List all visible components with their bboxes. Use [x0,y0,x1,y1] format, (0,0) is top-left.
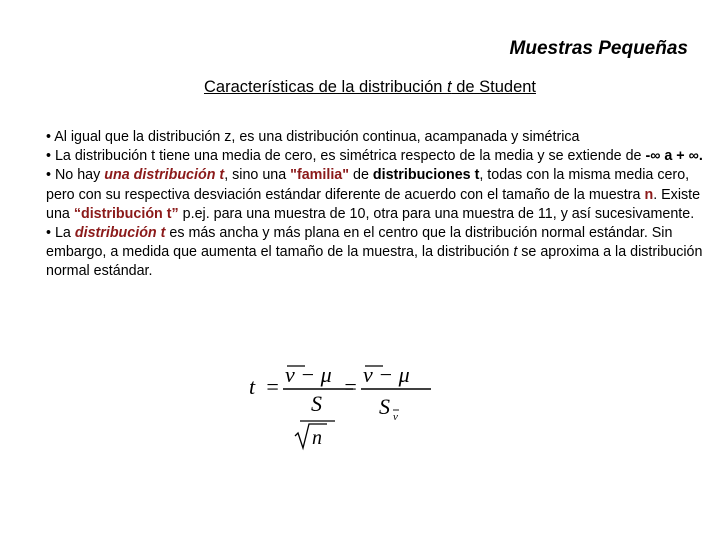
bullet-3-e: . Existe una [46,186,701,222]
bullet-2 [46,147,706,166]
formula-den-2-s: S [379,394,390,419]
bullet-3-distr: distribuciones t [372,167,480,184]
t-statistic-formula [245,358,435,454]
square-root-icon [295,424,327,448]
formula-eq-1: = [265,374,280,399]
bullet-3-c: de [349,167,373,184]
formula-den-1-s: S [311,391,322,416]
bullet-4-b: es más ancha y más plana en el centro que la distribución normal estándar. Sin embargo, a medida que aumenta el tamaño de la muestra, la distribución [46,225,673,261]
formula-eq-2: = [343,374,358,399]
bullet-3-emph: una distribución t [104,167,225,184]
bullet-2-text: • La distribución t tiene una media de cero, es simétrica respecto de la media y se extiende de [46,148,646,165]
bullet-4-emph: distribución t [74,225,166,242]
bullet-list [46,128,706,282]
bullet-3-d: , todas con la misma media cero, pero con su respectiva desviación estándar diferente de acuerdo con el tamaño de la muestra [46,167,690,203]
bullet-3-familia: "familia" [290,167,350,184]
bullet-3-a: • No hay [46,167,105,184]
bullet-3-quote: “distribución t” [73,205,179,222]
bullet-4-t: t [513,244,518,261]
bullet-3-n: n [644,186,654,203]
formula-lhs: t [249,374,256,399]
bullet-4-c: se aproxima a la distribución normal estándar. [46,244,703,280]
formula-svg [245,358,435,454]
bullet-4-a: • La [46,225,75,242]
formula-den-2-sub: v [393,411,398,423]
subtitle-part-1: Características de la distribución [203,78,448,96]
subtitle [0,78,720,97]
bullet-4 [46,224,706,282]
bullet-3-f: p.ej. para una muestra de 10, otra para una muestra de 11, y así sucesivamente. [178,205,695,222]
bullet-3-b: , sino una [224,167,291,184]
subtitle-t: t [447,78,452,96]
subtitle-part-2: de Student [451,78,537,96]
formula-num-2: v − μ [363,362,410,387]
formula-den-1-root: n [312,427,322,449]
slide-title: Muestras Pequeñas [509,38,688,59]
bullet-1: • Al igual que la distribución z, es una distribución continua, acampanada y simétrica [46,129,580,145]
bullet-2-range: -∞ a + ∞. [645,148,703,165]
formula-num-1: v − μ [285,362,332,387]
bullet-3 [46,166,706,224]
